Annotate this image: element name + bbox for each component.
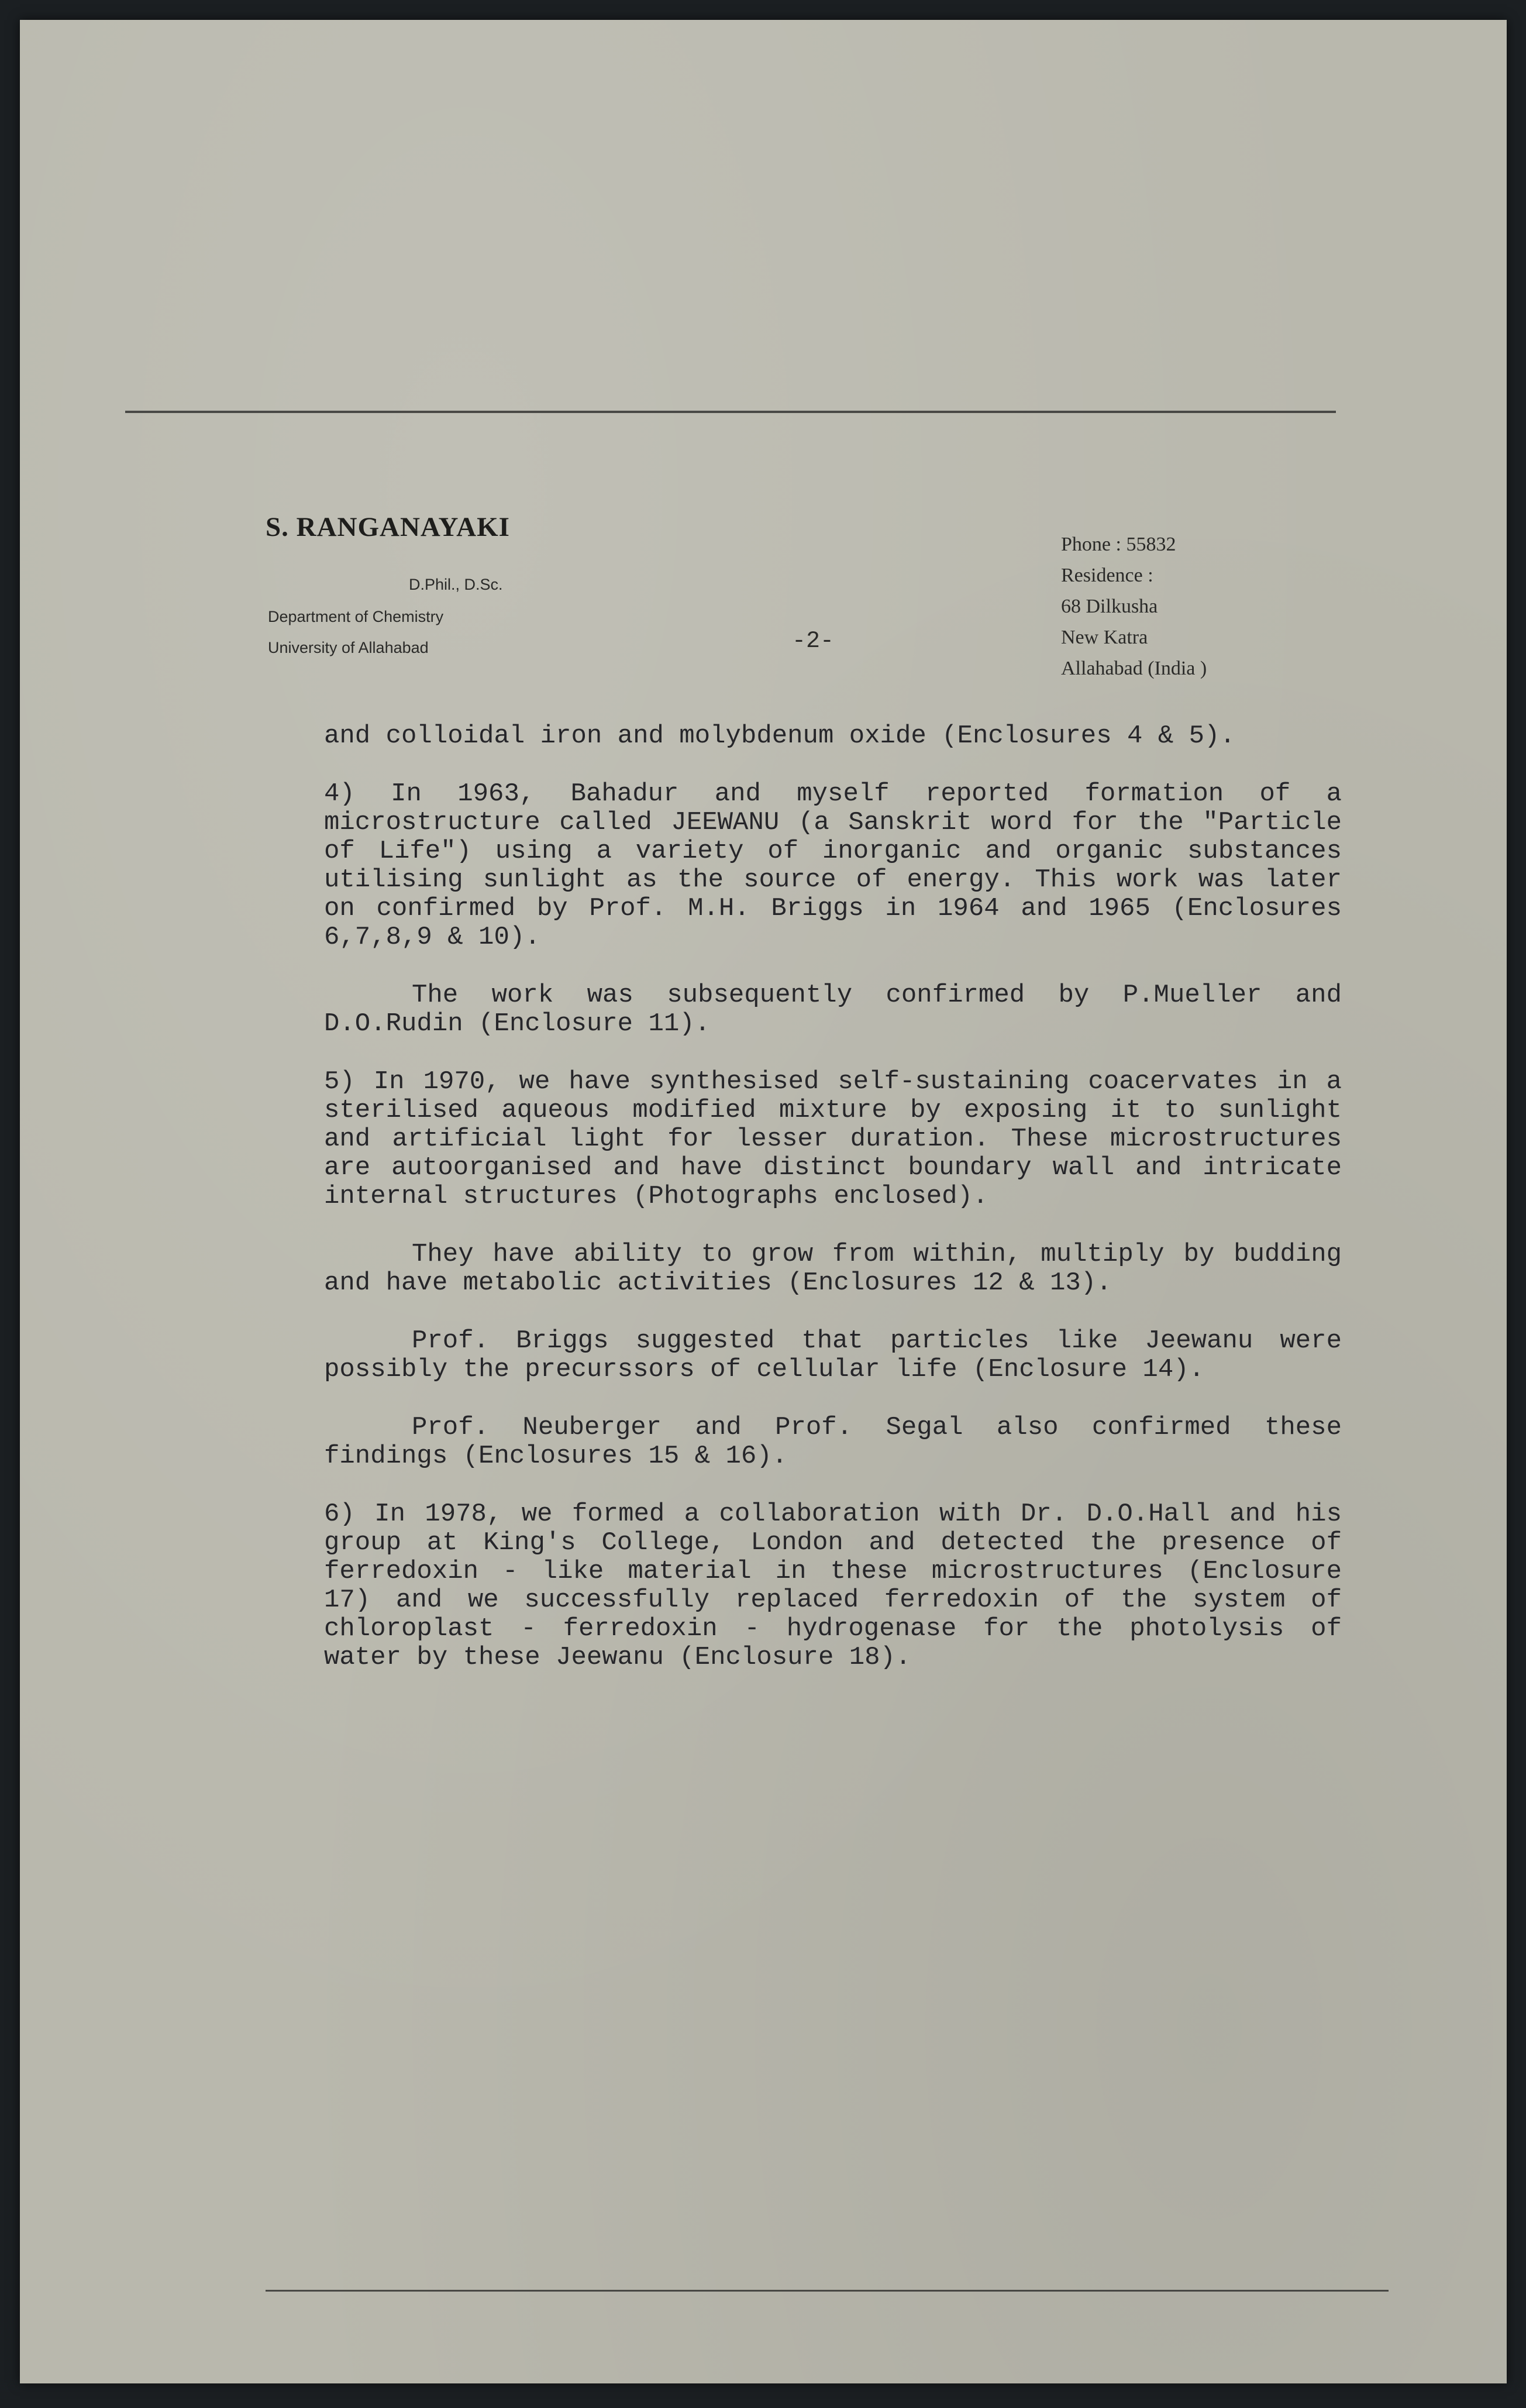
letterhead-residence-label: Residence :	[1061, 565, 1153, 586]
letterhead-address-line: Allahabad (India )	[1061, 658, 1207, 679]
top-divider-line	[125, 411, 1336, 413]
letterhead-university: University of Allahabad	[268, 639, 429, 656]
letterhead-address-line: New Katra	[1061, 627, 1148, 648]
page-number: -2-	[792, 628, 835, 655]
letter-body	[324, 722, 1342, 1672]
body-paragraph: The work was subsequently confirmed by P.Mueller and D.O.Rudin (Enclosure 11).	[324, 981, 1342, 1038]
body-paragraph: 6) In 1978, we formed a collaboration with Dr. D.O.Hall and his group at King's College, London and detected the presence of ferredoxin - like material in these microstructures (Enclosure 17) and we successfully replaced ferredoxin of the system of chloroplast - ferredoxin - hydrogenase for the photolysis of water by these Jeewanu (Enclosure 18).	[324, 1499, 1342, 1672]
bottom-divider-line	[266, 2290, 1389, 2292]
letterhead-phone: Phone : 55832	[1061, 534, 1176, 555]
letterhead-degrees: D.Phil., D.Sc.	[409, 576, 503, 593]
body-paragraph: and colloidal iron and molybdenum oxide (Enclosures 4 & 5).	[324, 721, 1235, 751]
letterhead-address-block	[1061, 529, 1207, 684]
body-paragraph: 4) In 1963, Bahadur and myself reported formation of a microstructure called JEEWANU (a Sanskrit word for the "Particle of Life") using a variety of inorganic and organic substances utilising sunlight as the source of energy. This work was later on confirmed by Prof. M.H. Briggs in 1964 and 1965 (Enclosures 6,7,8,9 & 10).	[324, 779, 1342, 952]
body-paragraph: Prof. Briggs suggested that particles like Jeewanu were possibly the precurssors of cellular life (Enclosure 14).	[324, 1326, 1342, 1384]
body-paragraph: Prof. Neuberger and Prof. Segal also confirmed these findings (Enclosures 15 & 16).	[324, 1413, 1342, 1471]
letterhead-name: S. RANGANAYAKI	[266, 512, 510, 542]
body-paragraph: 5) In 1970, we have synthesised self-sustaining coacervates in a sterilised aqueous modified mixture by exposing it to sunlight and artificial light for lesser duration. These microstructures are autoorganised and have distinct boundary wall and intricate internal structures (Photographs enclosed).	[324, 1067, 1342, 1211]
letter-page	[20, 20, 1507, 2383]
body-paragraph: They have ability to grow from within, multiply by budding and have metabolic activities (Enclosures 12 & 13).	[324, 1240, 1342, 1298]
letterhead-address-line: 68 Dilkusha	[1061, 596, 1158, 617]
letterhead-department: Department of Chemistry	[268, 608, 444, 625]
